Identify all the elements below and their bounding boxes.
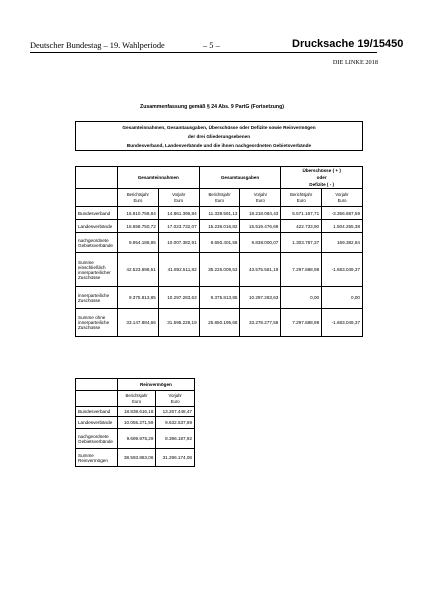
cell: 35.226.009,53 bbox=[199, 253, 240, 287]
cell: 10.297.283,63 bbox=[158, 287, 199, 309]
table-row bbox=[76, 309, 363, 337]
sub-unit: Euro bbox=[174, 197, 184, 203]
row-label: Landesverbände bbox=[76, 220, 118, 233]
cell: -3.356.687,59 bbox=[322, 207, 363, 220]
table-row bbox=[76, 220, 363, 233]
cell: 0,00 bbox=[322, 287, 363, 309]
cell: 7.297.688,98 bbox=[281, 253, 322, 287]
cell: 8.650.401,58 bbox=[199, 233, 240, 253]
sub-label: Berichtsjahr bbox=[290, 192, 313, 197]
sub-header bbox=[156, 391, 195, 407]
row-label: Summe Reinvermögen bbox=[76, 449, 118, 467]
cell: 41.892.511,82 bbox=[158, 253, 199, 287]
sub-header bbox=[281, 189, 322, 207]
defizit-line: Defizite ( - ) bbox=[309, 182, 335, 187]
cell: 31.595.228,19 bbox=[158, 309, 199, 337]
sub-header bbox=[117, 189, 158, 207]
sub-header bbox=[322, 189, 363, 207]
cell: 11.339.591,13 bbox=[199, 207, 240, 220]
cell: 9.954.188,95 bbox=[117, 233, 158, 253]
cell: 33.278.277,56 bbox=[240, 309, 281, 337]
cell: 15.519.476,69 bbox=[240, 220, 281, 233]
box-line-3: Bundesverband, Landesverbände und die ihnen nachgeordneten Gebietsverbände bbox=[126, 143, 312, 148]
group-header-reinvermoegen: Reinvermögen bbox=[117, 379, 194, 391]
cell: -1.683.049,37 bbox=[322, 309, 363, 337]
group-header-ueberschuss bbox=[281, 167, 363, 189]
doc-prefix: Drucksache 19/ bbox=[292, 38, 373, 50]
cell: 10.055.271,59 bbox=[117, 417, 156, 429]
row-label: Bundesverband bbox=[76, 207, 118, 220]
cell: 9.632.537,69 bbox=[156, 417, 195, 429]
row-label: Summe einschließlich innerparteilicher Zuschüsse bbox=[76, 253, 118, 287]
corner-cell bbox=[76, 167, 118, 189]
table-row bbox=[76, 417, 195, 429]
cell: 9.838.000,07 bbox=[240, 233, 281, 253]
row-label: Summe ohne innerparteiliche Zuschüsse bbox=[76, 309, 118, 337]
table-row bbox=[76, 407, 195, 417]
table-row bbox=[76, 449, 195, 467]
cell: 42.523.698,51 bbox=[117, 253, 158, 287]
cell: 15.658.750,72 bbox=[117, 220, 158, 233]
cell: 1.303.787,37 bbox=[281, 233, 322, 253]
cell: 25.850.195,68 bbox=[199, 309, 240, 337]
page-number: – 5 – bbox=[203, 41, 220, 50]
sub-unit: Euro bbox=[337, 197, 347, 203]
sub-unit: Euro bbox=[170, 398, 180, 404]
summary-box bbox=[75, 121, 363, 151]
table-row bbox=[76, 233, 363, 253]
document-number bbox=[292, 38, 403, 50]
cell: 38.593.863,06 bbox=[117, 449, 156, 467]
cell: 5.571.167,71 bbox=[281, 207, 322, 220]
group-header-ausgaben: Gesamtausgaben bbox=[199, 167, 281, 189]
sub-label: Vorjahr bbox=[168, 393, 182, 398]
header-left: Deutscher Bundestag – 19. Wahlperiode bbox=[30, 41, 165, 50]
sub-unit: Euro bbox=[215, 197, 224, 203]
cell: 10.007.382,91 bbox=[158, 233, 199, 253]
cell: 15.236.016,82 bbox=[199, 220, 240, 233]
sub-header bbox=[158, 189, 199, 207]
sub-header bbox=[117, 391, 156, 407]
sub-label: Vorjahr bbox=[172, 192, 186, 197]
cell: 33.147.884,66 bbox=[117, 309, 158, 337]
cell: 9.375.813,85 bbox=[117, 287, 158, 309]
sub-label: Vorjahr bbox=[253, 192, 268, 197]
cell: 0,00 bbox=[281, 287, 322, 309]
reinvermoegen-table bbox=[75, 378, 195, 467]
cell: 1.504.255,38 bbox=[322, 220, 363, 233]
sub-unit: Euro bbox=[133, 197, 143, 203]
sub-label: Berichtsjahr bbox=[125, 393, 148, 398]
row-label: Bundesverband bbox=[76, 407, 118, 417]
row-label: nachgeordnete Gebietsverbände bbox=[76, 233, 118, 253]
cell: 9.699.975,29 bbox=[117, 429, 156, 449]
cell: 17.023.732,07 bbox=[158, 220, 199, 233]
corner-cell-2 bbox=[76, 189, 118, 207]
header-rule bbox=[30, 52, 377, 53]
box-line-1: Gesamteinnahmen, Gesamtausgaben, Überschüsse oder Defizite sowie Reinvermögen bbox=[122, 125, 316, 130]
cell: 10.297.283,63 bbox=[240, 287, 281, 309]
table-row bbox=[76, 287, 363, 309]
sub-unit: Euro bbox=[132, 398, 142, 404]
table-row bbox=[76, 253, 363, 287]
box-line-2: der drei Gliederungsebenen bbox=[187, 134, 251, 139]
cell: 8.396.187,92 bbox=[156, 429, 195, 449]
cell: 18.838.616,18 bbox=[117, 407, 156, 417]
oder-line: oder bbox=[316, 175, 327, 180]
doc-number: 15450 bbox=[372, 38, 404, 50]
cell: 169.382,84 bbox=[322, 233, 363, 253]
sub-unit: Euro bbox=[296, 197, 306, 203]
sub-label: Berichtsjahr bbox=[208, 192, 231, 197]
cell: 7.297.688,98 bbox=[281, 309, 322, 337]
sub-label: Berichtsjahr bbox=[126, 192, 149, 197]
row-label: innerparteiliche Zuschüsse bbox=[76, 287, 118, 309]
page-title: Zusammenfassung gemäß § 24 Abs. 9 PartG (Fortsetzung) bbox=[140, 104, 284, 110]
sub-header bbox=[199, 189, 240, 207]
cell: 13.267.448,47 bbox=[156, 407, 195, 417]
sub-header bbox=[240, 189, 281, 207]
cell: 14.861.396,84 bbox=[158, 207, 199, 220]
cell: 16.910.758,84 bbox=[117, 207, 158, 220]
sub-label: Vorjahr bbox=[335, 192, 349, 197]
ueberschuss-line: Überschüsse ( + ) bbox=[302, 168, 341, 173]
cell: -1.683.049,37 bbox=[322, 253, 363, 287]
table-row bbox=[76, 207, 363, 220]
cell: 9.375.813,85 bbox=[199, 287, 240, 309]
corner-cell bbox=[76, 379, 118, 391]
table-row bbox=[76, 429, 195, 449]
row-label: nachgeordnete Gebietsverbände bbox=[76, 429, 118, 449]
summary-table bbox=[75, 166, 363, 337]
cell: 18.218.084,43 bbox=[240, 207, 281, 220]
cell: 31.296.174,08 bbox=[156, 449, 195, 467]
sub-unit: Euro bbox=[255, 197, 265, 203]
cell: 43.575.561,19 bbox=[240, 253, 281, 287]
party-label: DIE LINKE 2018 bbox=[332, 59, 378, 66]
cell: 422.733,90 bbox=[281, 220, 322, 233]
corner-cell-2 bbox=[76, 391, 118, 407]
row-label: Landesverbände bbox=[76, 417, 118, 429]
group-header-einnahmen: Gesamteinnahmen bbox=[117, 167, 199, 189]
